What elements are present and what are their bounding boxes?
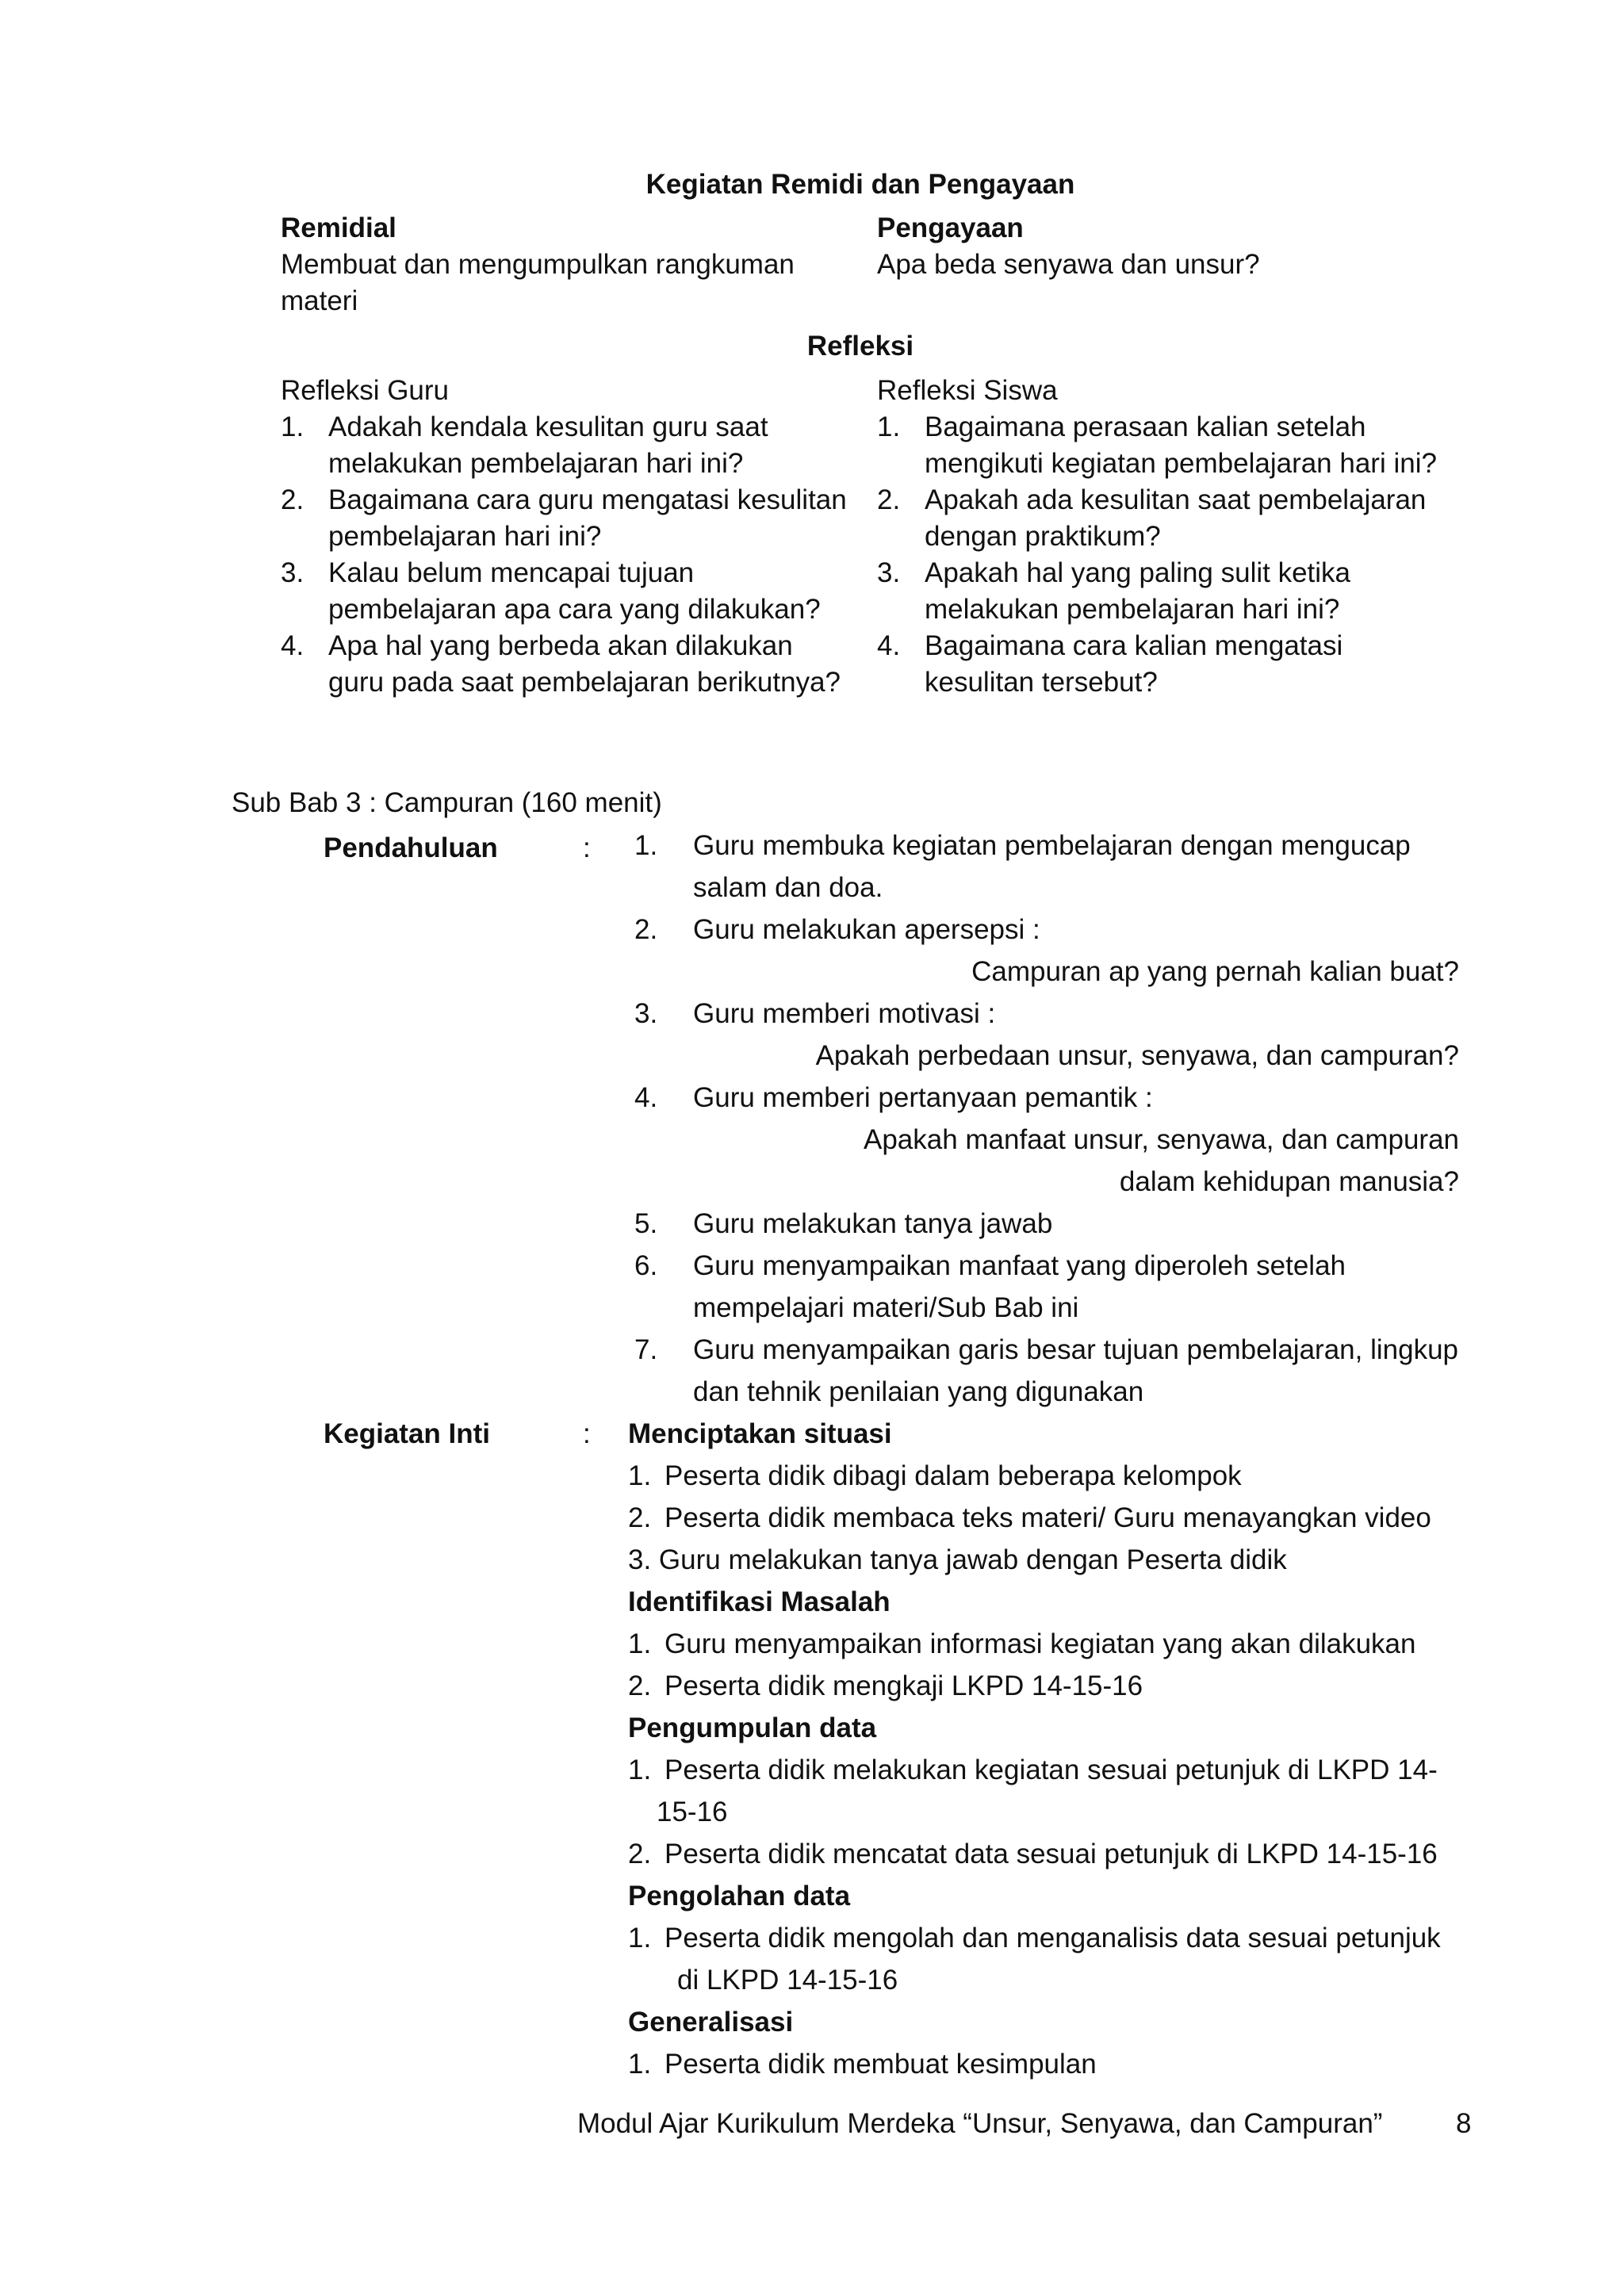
list-item: 1. Guru menyampaikan informasi kegiatan yang akan dilakukan — [628, 1628, 1416, 1659]
subbab-title: Sub Bab 3 : Campuran (160 menit) — [232, 787, 662, 818]
refleksi-guru-column — [281, 373, 852, 701]
list-item-continuation: di LKPD 14-15-16 — [677, 1965, 898, 1996]
kegiatan-inti-colon: : — [583, 1418, 591, 1449]
motivasi-question: Apakah perbedaan unsur, senyawa, dan campuran? — [815, 1040, 1459, 1071]
list-item: 5. Guru melakukan tanya jawab — [634, 1208, 1053, 1239]
list-item: 3. Apakah hal yang paling sulit ketika melakukan pembelajaran hari ini? — [877, 557, 1351, 625]
list-item: 1. Peserta didik membuat kesimpulan — [628, 2049, 1097, 2080]
refleksi-siswa-column — [877, 373, 1480, 701]
list-item: 2. Bagaimana cara guru mengatasi kesulitan pembelajaran hari ini? — [281, 484, 847, 552]
pengayaan-heading: Pengayaan — [877, 212, 1024, 243]
section-heading: Menciptakan situasi — [628, 1418, 892, 1449]
section-heading: Identifikasi Masalah — [628, 1586, 891, 1617]
page-number: 8 — [1456, 2108, 1472, 2139]
pengayaan-text: Apa beda senyawa dan unsur? — [877, 249, 1260, 280]
list-item: 2. Peserta didik membaca teks materi/ Guru menayangkan video — [628, 1502, 1431, 1533]
list-item: 3. Guru memberi motivasi : Apakah perbedaan unsur, senyawa, dan campuran? — [634, 993, 1459, 1077]
pendahuluan-colon: : — [583, 832, 591, 863]
section-heading: Pengumpulan data — [628, 1712, 877, 1743]
pendahuluan-label: Pendahuluan — [324, 832, 498, 863]
pendahuluan-list — [634, 825, 1459, 1413]
remidial-text: Membuat dan mengumpulkan rangkuman materi — [281, 249, 795, 316]
refleksi-guru-heading: Refleksi Guru — [281, 375, 450, 406]
list-item: 4. Guru memberi pertanyaan pemantik : Apakah manfaat unsur, senyawa, dan campuran dalam kehidupan manusia? — [634, 1077, 1459, 1203]
list-item: 6. Guru menyampaikan manfaat yang diperoleh setelah mempelajari materi/Sub Bab ini — [634, 1250, 1346, 1323]
remidial-heading: Remidial — [281, 212, 396, 243]
list-item: 1. Peserta didik melakukan kegiatan sesuai petunjuk di LKPD 14- — [628, 1755, 1438, 1785]
list-item: 4. Bagaimana cara kalian mengatasi kesulitan tersebut? — [877, 630, 1343, 698]
list-item: 4. Apa hal yang berbeda akan dilakukan guru pada saat pembelajaran berikutnya? — [281, 630, 841, 698]
list-item: 1. Peserta didik mengolah dan menganalisis data sesuai petunjuk — [628, 1923, 1441, 1954]
apersepsi-question: Campuran ap yang pernah kalian buat? — [971, 956, 1459, 987]
list-item: 2. Peserta didik mencatat data sesuai petunjuk di LKPD 14-15-16 — [628, 1839, 1438, 1869]
kegiatan-inti-label: Kegiatan Inti — [324, 1418, 491, 1449]
pengayaan-column — [877, 210, 1480, 283]
list-item: 1. Guru membuka kegiatan pembelajaran dengan mengucap salam dan doa. — [634, 830, 1411, 903]
list-item: 3. Kalau belum mencapai tujuan pembelajaran apa cara yang dilakukan? — [281, 557, 821, 625]
remidi-pengayaan-title: Kegiatan Remidi dan Pengayaan — [645, 169, 1075, 200]
refleksi-siswa-list — [877, 409, 1448, 701]
remidial-column — [281, 210, 852, 320]
list-item: 3. Guru melakukan tanya jawab dengan Peserta didik — [628, 1544, 1287, 1575]
list-item: 1. Adakah kendala kesulitan guru saat melakukan pembelajaran hari ini? — [281, 411, 768, 479]
list-item: 1. Bagaimana perasaan kalian setelah mengikuti kegiatan pembelajaran hari ini? — [877, 411, 1437, 479]
list-item: 1. Peserta didik dibagi dalam beberapa kelompok — [628, 1460, 1242, 1491]
list-item: 2. Apakah ada kesulitan saat pembelajaran dengan praktikum? — [877, 484, 1427, 552]
list-item: 2. Guru melakukan apersepsi : Campuran ap yang pernah kalian buat? — [634, 909, 1459, 993]
section-heading: Pengolahan data — [628, 1881, 851, 1911]
refleksi-siswa-heading: Refleksi Siswa — [877, 375, 1058, 406]
kegiatan-inti-content — [628, 1413, 1469, 2085]
list-item: 2. Peserta didik mengkaji LKPD 14-15-16 — [628, 1670, 1143, 1701]
refleksi-guru-list — [281, 409, 852, 701]
page-footer: Modul Ajar Kurikulum Merdeka “Unsur, Senyawa, dan Campuran” — [577, 2108, 1383, 2139]
section-heading: Generalisasi — [628, 2007, 794, 2038]
pemantik-question: Apakah manfaat unsur, senyawa, dan campuran dalam kehidupan manusia? — [863, 1124, 1459, 1197]
list-item: 7. Guru menyampaikan garis besar tujuan pembelajaran, lingkup dan tehnik penilaian yang digunakan — [634, 1334, 1458, 1407]
list-item-continuation: 15-16 — [657, 1797, 728, 1827]
refleksi-title: Refleksi — [806, 331, 914, 362]
